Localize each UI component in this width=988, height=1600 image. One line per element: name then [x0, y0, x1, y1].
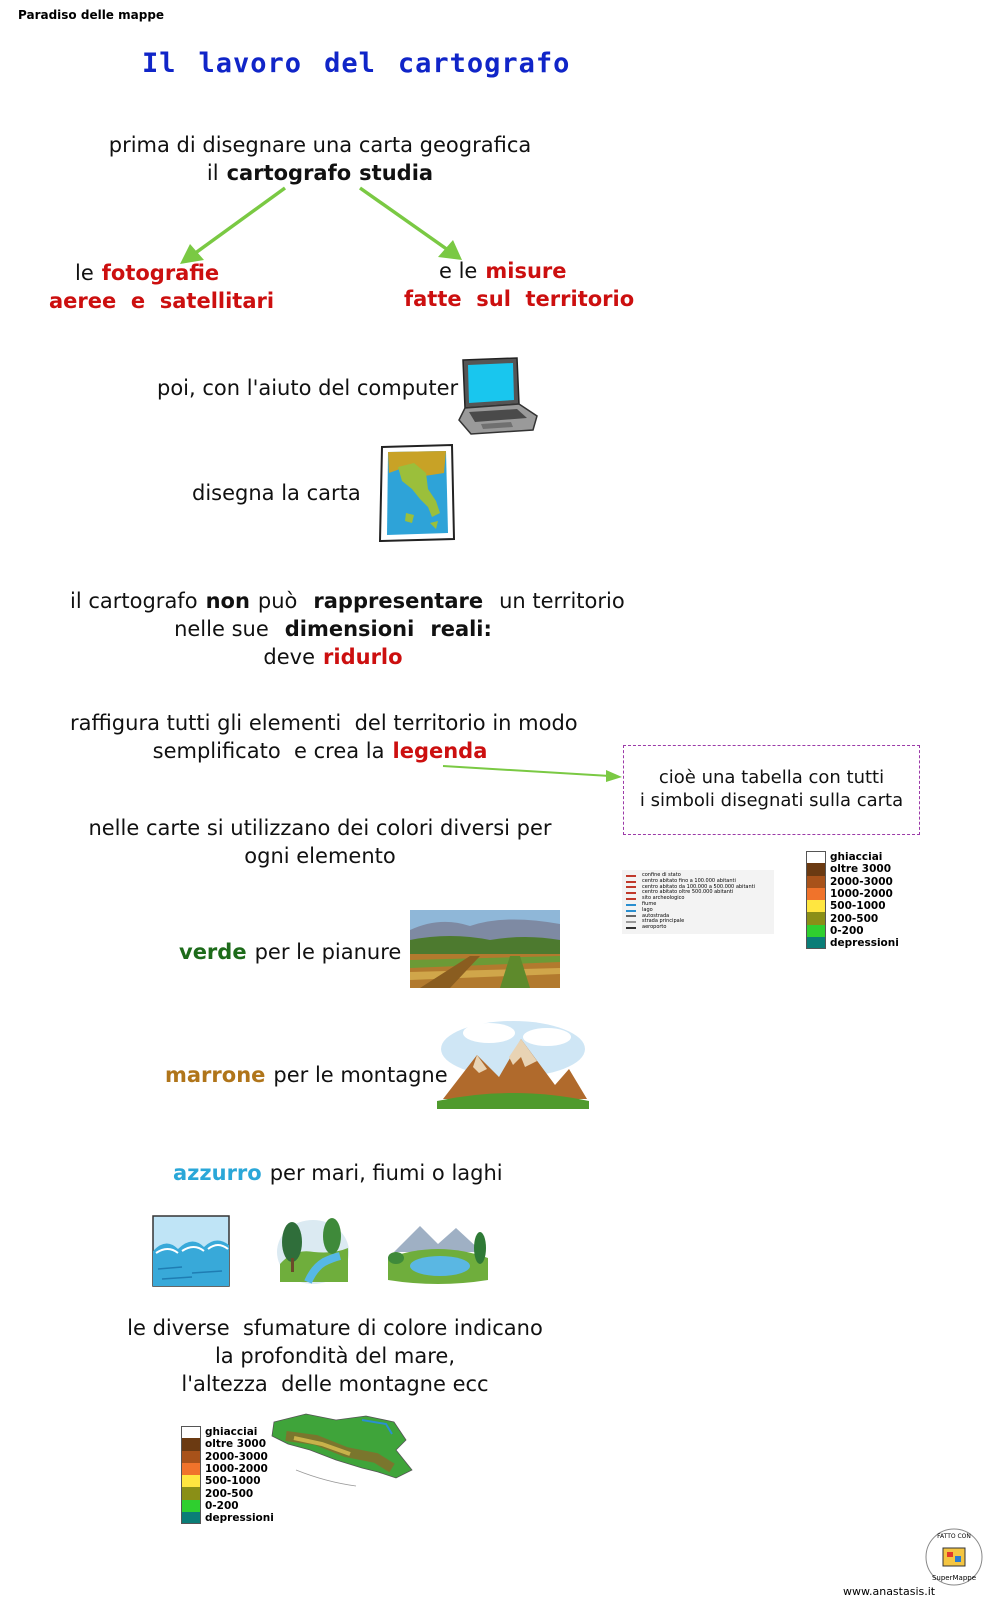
elevation-scale-right: [806, 851, 899, 949]
supermappe-logo-icon: [923, 1526, 985, 1588]
elevation-swatch: [181, 1475, 201, 1487]
elevation-label: depressioni: [205, 1512, 274, 1525]
symbol-legend-label: autostrada: [642, 912, 670, 919]
symbol-legend-marker: [626, 875, 636, 877]
elevation-scale-row: [181, 1463, 274, 1475]
intro-word: il: [206, 161, 219, 185]
elevation-label: oltre 3000: [830, 863, 892, 876]
reduce-word: può: [257, 589, 298, 613]
legend-box-line: i simboli disegnati sulla carta: [639, 790, 904, 811]
branch-right: [404, 257, 635, 313]
elevation-label: 500-1000: [205, 1475, 261, 1488]
elevation-scale-row: [806, 851, 899, 863]
symbol-legend-label: centro abitato fino a 100.000 abitanti: [642, 877, 736, 884]
symbol-legend-marker: [626, 927, 636, 929]
elevation-label: ghiacciai: [830, 851, 883, 864]
intro-word-bold: cartografo: [226, 161, 352, 185]
branch-right-highlight: fatte sul territorio: [404, 287, 635, 311]
branch-left: [49, 259, 275, 315]
symbol-legend-marker: [626, 892, 636, 894]
legend-box-line: cioè una tabella con tutti: [658, 767, 885, 788]
colors-intro-line: nelle carte si utilizzano dei colori diversi per: [88, 816, 552, 840]
elevation-scale-row: [181, 1487, 274, 1499]
brown-text: per le montagne: [273, 1063, 448, 1087]
elevation-label: 1000-2000: [205, 1463, 268, 1476]
italy-map-icon: [378, 443, 456, 543]
footer-site: www.anastasis.it: [843, 1585, 936, 1598]
blue-word: azzurro: [173, 1161, 262, 1185]
elevation-label: depressioni: [830, 937, 899, 950]
reduce-word-bold: reali:: [430, 617, 492, 641]
title-word: lavoro: [198, 48, 303, 79]
legend-line: raffigura tutti gli elementi del territorio in modo: [70, 711, 578, 735]
brown-word: marrone: [165, 1063, 266, 1087]
branch-right-pre: e le: [439, 259, 478, 283]
symbol-legend-label: strada principale: [642, 918, 685, 925]
plains-landscape-icon: [410, 910, 560, 988]
elevation-scale-row: [806, 863, 899, 875]
elevation-label: 500-1000: [830, 900, 886, 913]
reduce-word: il cartografo: [70, 589, 198, 613]
branch-left-highlight: aeree e satellitari: [49, 289, 275, 313]
legend-arrow: [440, 758, 626, 784]
elevation-scale-row: [806, 888, 899, 900]
logo-text-top: FATTO CON: [937, 1533, 971, 1540]
elevation-label: 0-200: [830, 924, 864, 937]
green-line: [179, 938, 401, 966]
sea-waves-icon: [152, 1215, 230, 1287]
elevation-scale-row: [806, 900, 899, 912]
symbol-legend-marker: [626, 898, 636, 900]
intro-word-bold: studia: [359, 161, 434, 185]
legend-block: [70, 709, 578, 765]
intro-line: prima di disegnare una carta geografica: [108, 133, 532, 157]
elevation-scale-row: [181, 1475, 274, 1487]
elevation-label: 200-500: [205, 1487, 254, 1500]
legend-definition-box: [623, 745, 920, 835]
reduce-word: un territorio: [499, 589, 625, 613]
elevation-swatch: [806, 937, 826, 949]
symbol-legend-label: confine di stato: [642, 872, 681, 878]
elevation-swatch: [806, 888, 826, 900]
elevation-scale-row: [181, 1451, 274, 1463]
site-header: Paradiso delle mappe: [18, 8, 165, 22]
symbol-legend-label: fiume: [642, 900, 657, 907]
reduce-line: [70, 615, 596, 643]
symbol-legend-marker: [626, 910, 636, 912]
elevation-scale-list: [806, 851, 899, 949]
elevation-label: 2000-3000: [205, 1450, 268, 1463]
symbol-legend-label: centro abitato da 100.000 a 500.000 abitanti: [642, 883, 755, 890]
title-word: del: [324, 48, 376, 79]
title-word: cartografo: [397, 48, 571, 79]
elevation-scale-list: [181, 1426, 274, 1524]
symbol-legend-marker: [626, 921, 636, 923]
elevation-label: 2000-3000: [830, 875, 893, 888]
branch-left-pre: le: [75, 261, 94, 285]
symbol-legend-label: centro abitato oltre 500.000 abitanti: [642, 889, 734, 896]
symbol-legend-label: aeroporto: [642, 924, 667, 931]
elevation-scale-row: [181, 1426, 274, 1438]
relief-map-icon: [266, 1410, 418, 1500]
shades-line: l'altezza delle montagne ecc: [181, 1372, 489, 1396]
reduce-word-red: ridurlo: [323, 645, 403, 669]
symbol-legend-marker: [626, 881, 636, 883]
reduce-block: [70, 587, 625, 671]
elevation-swatch: [181, 1463, 201, 1475]
brown-line: [165, 1061, 448, 1089]
legend-word-red: legenda: [392, 739, 488, 763]
intro-block: [100, 131, 540, 187]
elevation-swatch: [181, 1512, 201, 1524]
elevation-label: 0-200: [205, 1499, 239, 1512]
symbol-legend-label: lago: [642, 906, 653, 913]
elevation-scale-row: [806, 925, 899, 937]
elevation-swatch: [806, 876, 826, 888]
legend-word: semplificato e crea la: [152, 739, 385, 763]
reduce-line: [70, 587, 625, 615]
elevation-scale-bottom: [181, 1426, 274, 1524]
reduce-word: nelle sue: [174, 617, 269, 641]
blue-text: per mari, fiumi o laghi: [269, 1161, 503, 1185]
green-text: per le pianure: [254, 940, 402, 964]
elevation-swatch: [806, 851, 826, 863]
river-icon: [274, 1208, 352, 1288]
elevation-swatch: [806, 912, 826, 924]
branch-left-highlight: fotografie: [101, 261, 220, 285]
elevation-scale-row: [806, 876, 899, 888]
elevation-scale-row: [181, 1500, 274, 1512]
mountains-icon: [437, 1019, 589, 1109]
blue-line: [173, 1159, 503, 1187]
reduce-word: deve: [263, 645, 316, 669]
elevation-label: 200-500: [830, 912, 879, 925]
symbols-legend: [622, 870, 774, 934]
green-word: verde: [179, 940, 247, 964]
elevation-swatch: [806, 900, 826, 912]
symbol-legend-marker: [626, 886, 636, 888]
elevation-swatch: [181, 1500, 201, 1512]
elevation-scale-row: [181, 1512, 274, 1524]
symbol-legend-marker: [626, 915, 636, 917]
elevation-label: oltre 3000: [205, 1438, 267, 1451]
elevation-label: ghiacciai: [205, 1426, 258, 1439]
shades-line: la profondità del mare,: [214, 1344, 456, 1368]
elevation-label: 1000-2000: [830, 888, 893, 901]
reduce-word-bold: rappresentare: [313, 589, 484, 613]
reduce-word-bold: dimensioni: [284, 617, 415, 641]
lake-icon: [386, 1218, 490, 1286]
shades-line: le diverse sfumature di colore indicano: [127, 1316, 543, 1340]
elevation-swatch: [806, 863, 826, 875]
draw-text: disegna la carta: [192, 481, 361, 505]
elevation-swatch: [181, 1451, 201, 1463]
title-word: Il: [142, 48, 177, 79]
symbol-legend-label: sito archeologico: [642, 895, 685, 902]
symbol-legend-marker: [626, 904, 636, 906]
page-title: [142, 48, 570, 79]
elevation-scale-row: [806, 912, 899, 924]
reduce-line: [70, 643, 596, 671]
computer-text: poi, con l'aiuto del computer: [157, 376, 459, 400]
reduce-word-bold: non: [205, 589, 250, 613]
branch-right-highlight: misure: [485, 259, 567, 283]
colors-intro: [70, 814, 570, 870]
elevation-swatch: [806, 925, 826, 937]
logo-text-bottom: SuperMappe: [931, 1574, 977, 1582]
symbol-legend-row: [626, 925, 774, 931]
elevation-scale-row: [181, 1438, 274, 1450]
elevation-swatch: [181, 1487, 201, 1499]
elevation-swatch: [181, 1426, 201, 1438]
laptop-icon: [457, 356, 539, 436]
colors-intro-line: ogni elemento: [244, 844, 396, 868]
shades-block: [100, 1314, 570, 1398]
elevation-swatch: [181, 1438, 201, 1450]
elevation-scale-row: [806, 937, 899, 949]
